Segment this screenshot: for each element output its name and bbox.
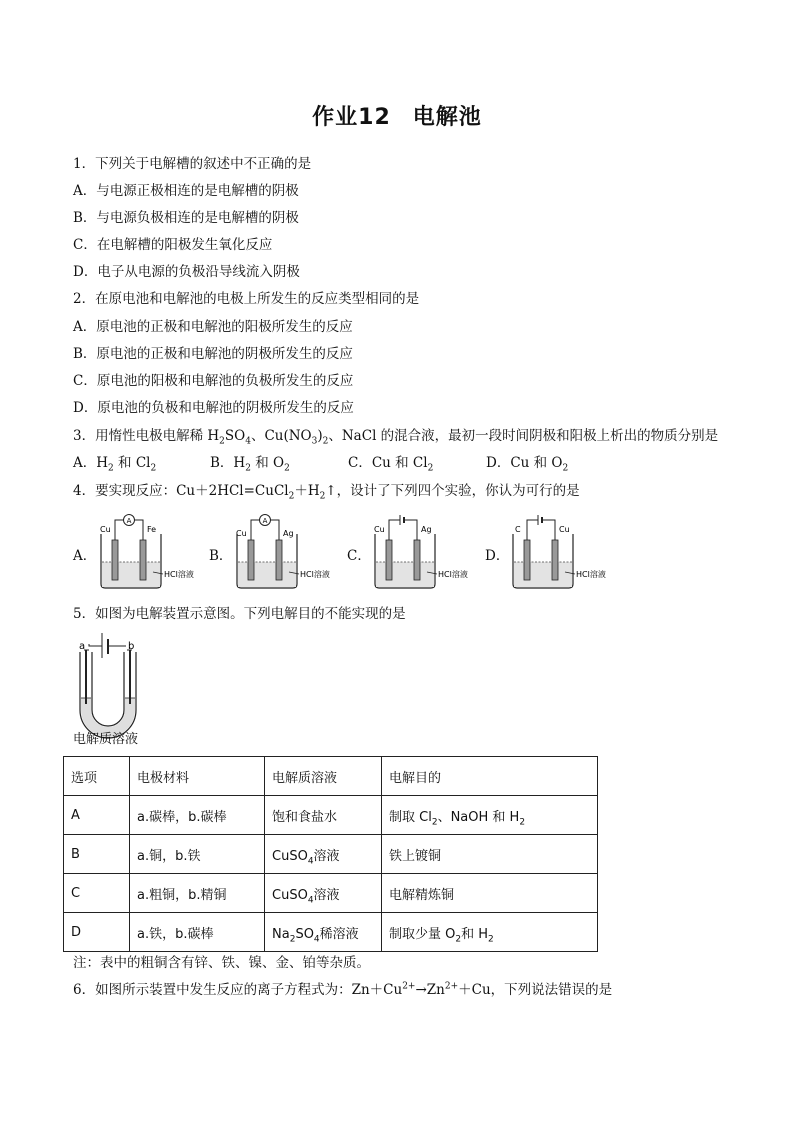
right-electrode <box>552 540 558 580</box>
table-row <box>64 913 598 952</box>
table-cell: A <box>64 796 130 835</box>
q1-option-d: D．电子从电源的负极沿导线流入阴极 <box>73 264 300 280</box>
electrolysis-cell-c <box>369 512 489 590</box>
right-electrode <box>276 540 282 580</box>
q2-option-c: C．原电池的阳极和电解池的负极所发生的反应 <box>73 373 354 389</box>
table-cell: a.碳棒，b.碳棒 <box>130 796 265 835</box>
left-electrode-label: Cu <box>374 525 385 534</box>
electrolysis-cell-d <box>507 512 627 590</box>
right-electrode-label: Ag <box>283 529 294 538</box>
table-cell: $Na_2SO_4$稀溶液 <box>265 913 382 952</box>
q4-figure-b-label: B． <box>209 548 233 564</box>
right-electrode-label: Fe <box>147 525 157 534</box>
left-electrode <box>386 540 392 580</box>
table-cell: D <box>64 913 130 952</box>
table-cell: B <box>64 835 130 874</box>
electrode-b-label: b <box>128 641 135 652</box>
q2-option-b: B．原电池的正极和电解池的阴极所发生的反应 <box>73 346 353 362</box>
electrode-a-label: a <box>79 641 86 652</box>
table-cell: 饱和食盐水 <box>265 796 382 835</box>
table-cell: 制取少量 $O_2$和 $H_2$ <box>382 913 598 952</box>
q6-stem: 6．如图所示装置中发生反应的离子方程式为：$Zn+Cu^{2+}\to Zn^{2+}+Cu$，下列说法错误的是 <box>73 981 613 998</box>
table-header-cell: 电极材料 <box>130 757 265 796</box>
electrolysis-options-table <box>63 756 598 952</box>
table-cell: 铁上镀铜 <box>382 835 598 874</box>
ammeter-label: A <box>262 517 268 525</box>
left-electrode-label: Cu <box>100 525 111 534</box>
table-header-row <box>64 757 598 796</box>
q1-option-a: A．与电源正极相连的是电解槽的阴极 <box>73 183 299 199</box>
table-row <box>64 796 598 835</box>
page-title: 作业12 电解池 <box>312 105 482 130</box>
right-electrode-label: Ag <box>421 525 432 534</box>
u-tube-caption: 电解质溶液 <box>73 732 139 747</box>
left-electrode <box>524 540 530 580</box>
electrolysis-cell-a <box>95 512 215 590</box>
q4-figure-d-label: D． <box>485 548 510 564</box>
q1-option-b: B．与电源负极相连的是电解槽的阴极 <box>73 210 299 226</box>
right-electrode-label: Cu <box>559 525 570 534</box>
q3-option-d: D．Cu 和 $O_2$ <box>486 455 569 474</box>
q2-option-d: D．原电池的负极和电解池的阴极所发生的反应 <box>73 400 354 416</box>
ammeter-label: A <box>126 517 132 525</box>
table-cell: a.粗铜，b.精铜 <box>130 874 265 913</box>
table-header-cell: 电解质溶液 <box>265 757 382 796</box>
q1-option-c: C．在电解槽的阳极发生氧化反应 <box>73 237 273 253</box>
table-cell: CuSO$_4$溶液 <box>265 835 382 874</box>
q3-stem: 3．用惰性电极电解稀 $H_2SO_4$、$Cu(NO_3)_2$、NaCl 的混合液，最初一段时间阴极和阳极上析出的物质分别是 <box>73 428 719 447</box>
table-cell: 电解精炼铜 <box>382 874 598 913</box>
q3-option-b: B．$H_2$ 和 $O_2$ <box>210 455 290 474</box>
left-electrode-label: C <box>515 525 521 534</box>
solution-label: HCl溶液 <box>438 570 468 579</box>
electrolysis-cell-b <box>231 512 351 590</box>
table-cell: 制取 $Cl_2$、NaOH 和 $H_2$ <box>382 796 598 835</box>
left-electrode-label: Cu <box>236 529 247 538</box>
q5-stem: 5．如图为电解装置示意图。下列电解目的不能实现的是 <box>73 606 406 622</box>
q2-stem: 2．在原电池和电解池的电极上所发生的反应类型相同的是 <box>73 291 420 307</box>
q4-stem: 4．要实现反应：$Cu+2HCl=CuCl_2+H_2↑$，设计了下列四个实验，你认为可行的是 <box>73 483 580 502</box>
solution-label: HCl溶液 <box>576 570 606 579</box>
solution-label: HCl溶液 <box>164 570 194 579</box>
table-cell: CuSO$_4$溶液 <box>265 874 382 913</box>
table-row <box>64 874 598 913</box>
q3-option-a: A．$H_2$ 和 $Cl_2$ <box>73 455 157 474</box>
table-header-cell: 选项 <box>64 757 130 796</box>
q4-figure-a-label: A． <box>73 548 97 564</box>
q5-note: 注：表中的粗铜含有锌、铁、镍、金、铂等杂质。 <box>73 955 370 971</box>
right-electrode <box>140 540 146 580</box>
table-cell: C <box>64 874 130 913</box>
solution-label: HCl溶液 <box>300 570 330 579</box>
table-header-cell: 电解目的 <box>382 757 598 796</box>
q4-figure-c-label: C． <box>347 548 371 564</box>
q1-stem: 1．下列关于电解槽的叙述中不正确的是 <box>73 156 312 172</box>
q2-option-a: A．原电池的正极和电解池的阳极所发生的反应 <box>73 319 353 335</box>
right-electrode <box>414 540 420 580</box>
q3-option-c: C．Cu 和 $Cl_2$ <box>348 455 434 474</box>
table-row <box>64 835 598 874</box>
table-cell: a.铁，b.碳棒 <box>130 913 265 952</box>
left-electrode <box>248 540 254 580</box>
table-cell: a.铜，b.铁 <box>130 835 265 874</box>
left-electrode <box>112 540 118 580</box>
